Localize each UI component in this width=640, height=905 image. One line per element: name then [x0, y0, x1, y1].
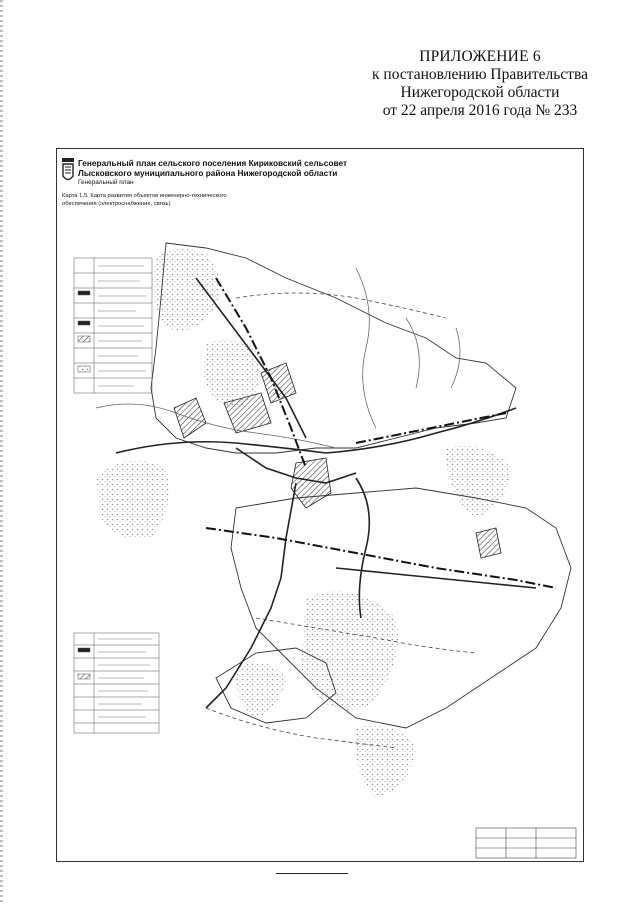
sheet-caption-line2: обеспечения (электроснабжение, связь) [62, 201, 171, 207]
resolution-reference: к постановлению Правительства [372, 66, 588, 83]
scan-edge [0, 0, 3, 905]
map-title-line1: Генеральный план сельского поселения Кириковский сельсовет [78, 158, 348, 168]
terrain-relief [96, 249, 511, 798]
legend-top [74, 258, 152, 393]
map-subtitle: Генеральный план [78, 179, 134, 186]
appendix-number: ПРИЛОЖЕНИЕ 6 [419, 48, 541, 65]
appendix-header [360, 48, 600, 120]
title-stamp [476, 828, 576, 858]
region-name: Нижегородской области [400, 84, 560, 101]
signature-rule [276, 873, 348, 874]
rivers [96, 268, 460, 448]
resolution-date: от 22 апреля 2016 года № 233 [382, 102, 578, 119]
map-sheet [56, 148, 584, 862]
sheet-caption-line1: Карта 1.5. Карта развития объектов инженерно-технического [62, 193, 227, 199]
map-title-line2: Лысковского муниципального района Нижегородской области [78, 168, 338, 178]
legend-bottom [74, 633, 159, 733]
